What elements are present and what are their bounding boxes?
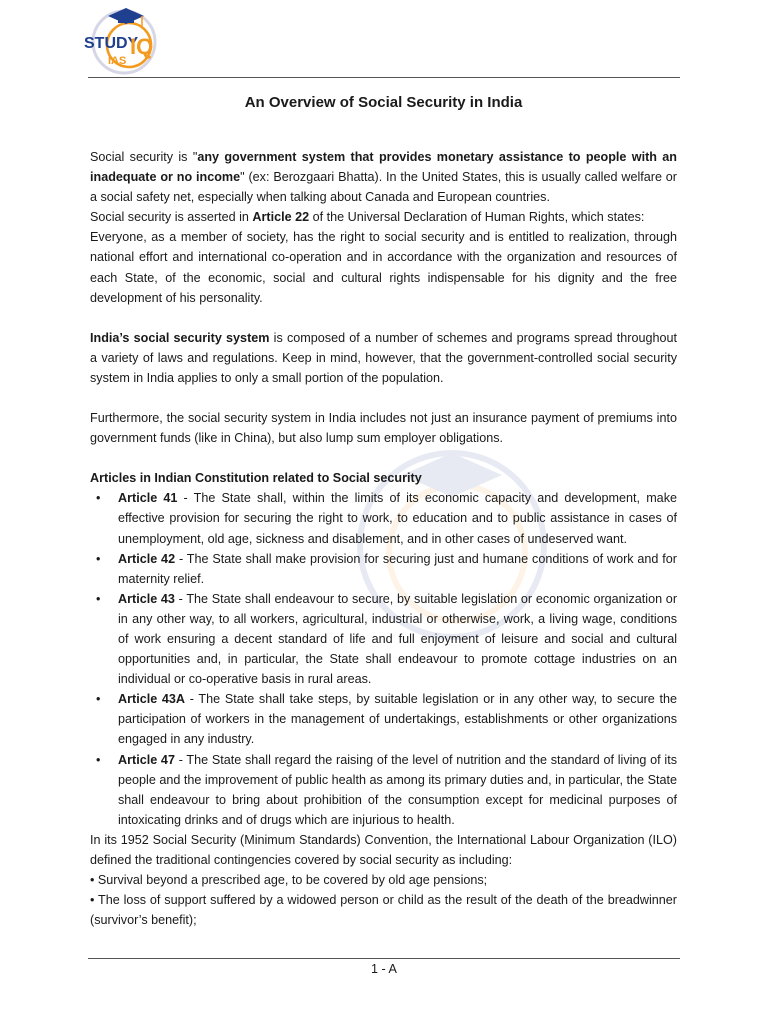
logo-graphic	[80, 4, 166, 76]
studyiq-logo	[80, 4, 166, 76]
footer-divider	[88, 958, 680, 959]
intro-paragraph-article22: Social security is asserted in Article 22 of the Universal Declaration of Human Rights, which states:	[90, 210, 645, 225]
logo-text-iq: IQ	[130, 34, 154, 59]
logo-text-study: STUDY	[84, 35, 139, 52]
articles-list	[90, 488, 677, 830]
list-item: • Article 43A - The State shall take steps, by suitable legislation or in any other way, to secure the participation of workers in the management of undertakings, establishments or other organizations engaged in any industry.	[96, 692, 677, 747]
list-item: • Article 43 - The State shall endeavour to secure, by suitable legislation or economic organization or in any other way, to all workers, agricultural, industrial or otherwise, work, a living wage, conditions of work ensuring a decent standard of life and full enjoyment of leisure and social and cultural opportunities and, in particular, the State shall endeavour to promote cottage industries on an individual or co-operative basis in rural areas.	[96, 591, 678, 687]
document-title: An Overview of Social Security in India	[244, 94, 523, 111]
ilo-item: • The loss of support suffered by a widowed person or child as the result of the death of the breadwinner (survivor’s benefit);	[90, 893, 677, 928]
document-body	[90, 92, 677, 930]
intro-paragraph-udhr-quote: Everyone, as a member of society, has the right to social security and is entitled to realization, through national effort and international co-operation and in accordance with the organization and resources of each State, of the economic, social and cultural rights indispensable for his dignity and the free development of his personality.	[90, 230, 677, 305]
articles-heading: Articles in Indian Constitution related to Social security	[90, 471, 422, 486]
list-item: • Article 41 - The State shall, within the limits of its economic capacity and development, make effective provision for securing the right to work, to education and to public assistance in cases of unemployment, old age, sickness and disablement, and in other cases of undeserved want.	[96, 491, 677, 546]
ilo-intro-paragraph: In its 1952 Social Security (Minimum Standards) Convention, the International Labour Organization (ILO) defined the traditional contingencies covered by social security as including:	[90, 832, 677, 867]
intro-paragraph-definition: Social security is "any government system that provides monetary assistance to people with an inadequate or no income" (ex: Berozgaari Bhatta). In the United States, this is usually called welfare or a social safety net, especially when talking about Canada and European countries.	[90, 150, 678, 205]
page-number: 1 - A	[371, 962, 397, 976]
list-item: • Article 47 - The State shall regard the raising of the level of nutrition and the standard of living of its people and the improvement of public health as among its primary duties and, in particular, the State shall endeavour to bring about prohibition of the consumption except for medicinal purposes of intoxicating drinks and of drugs which are injurious to health.	[96, 752, 678, 827]
furthermore-paragraph: Furthermore, the social security system in India includes not just an insurance payment of premiums into government funds (like in China), but also lump sum employer obligations.	[90, 411, 677, 446]
logo-text-ias: IAS	[108, 55, 127, 67]
ilo-item: • Survival beyond a prescribed age, to be covered by old age pensions;	[90, 873, 488, 888]
list-item: • Article 42 - The State shall make provision for securing just and humane conditions of work and for maternity relief.	[96, 551, 677, 586]
header-divider	[88, 77, 680, 78]
system-paragraph: India’s social security system is composed of a number of schemes and programs spread throughout a variety of laws and regulations. Keep in mind, however, that the government-controlled social security system in India applies to only a small portion of the population.	[90, 330, 677, 385]
